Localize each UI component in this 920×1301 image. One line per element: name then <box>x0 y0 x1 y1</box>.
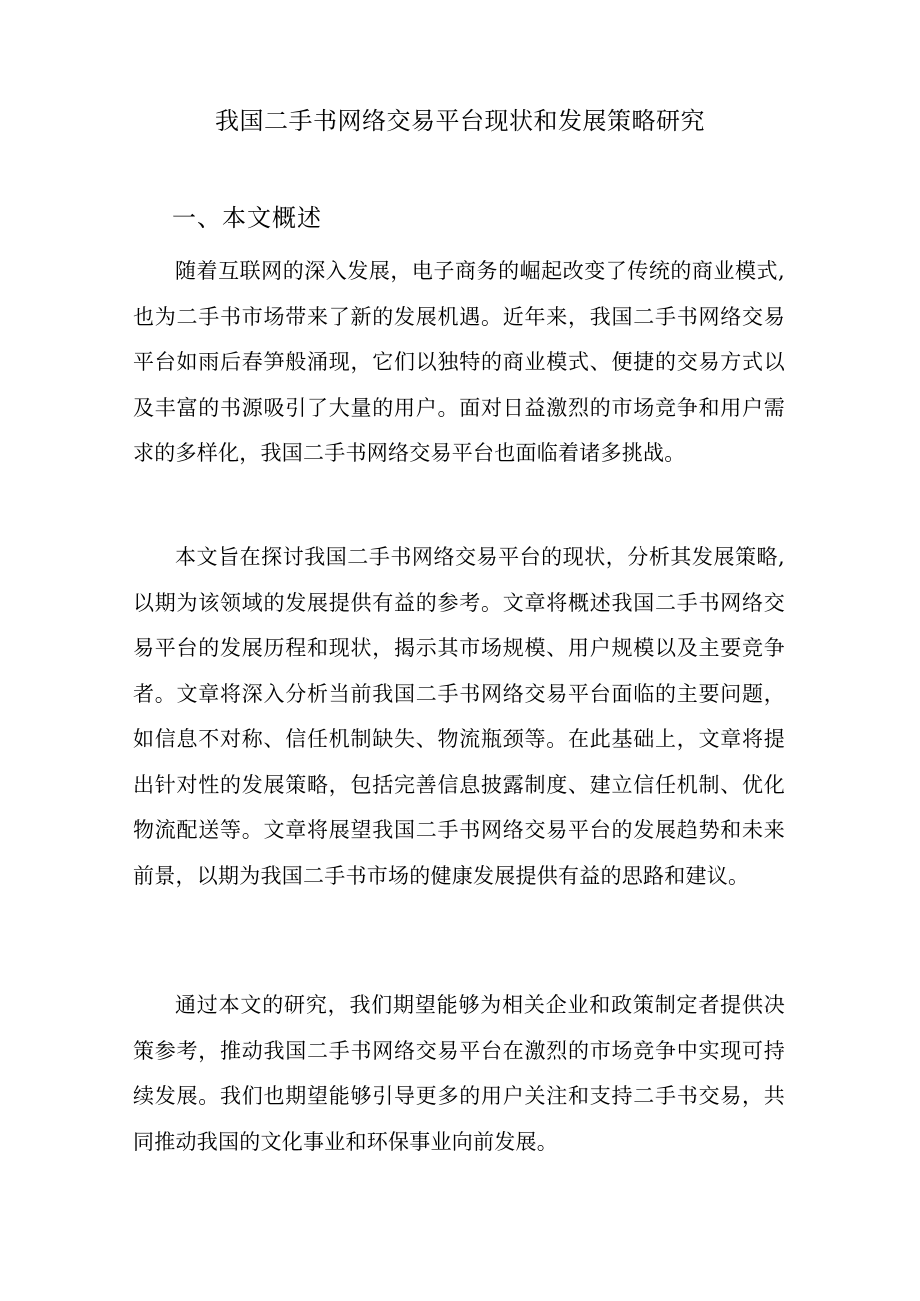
paragraph-3: 通过本文的研究，我们期望能够为相关企业和政策制定者提供决策参考，推动我国二手书网络交易平台在激烈的市场竞争中实现可持续发展。我们也期望能够引导更多的用户关注和支持二手书交易，共同推动我国的文化事业和环保事业向前发展。 <box>133 993 785 1154</box>
section-heading: 一、本文概述 <box>172 204 322 232</box>
paragraph-2: 本文旨在探讨我国二手书网络交易平台的现状，分析其发展策略,以期为该领域的发展提供有益的参考。文章将概述我国二手书网络交易平台的发展历程和现状，揭示其市场规模、用户规模以及主要竞争者。文章将深入分析当前我国二手书网络交易平台面临的主要问题，如信息不对称、信任机制缺失、物流瓶颈等。在此基础上，文章将提出针对性的发展策略，包括完善信息披露制度、建立信任机制、优化物流配送等。文章将展望我国二手书网络交易平台的发展趋势和未来前景，以期为我国二手书市场的健康发展提供有益的思路和建议。 <box>133 545 785 888</box>
document-title: 我国二手书网络交易平台现状和发展策略研究 <box>215 107 705 135</box>
paragraph-1: 随着互联网的深入发展，电子商务的崛起改变了传统的商业模式,也为二手书市场带来了新的发展机遇。近年来，我国二手书网络交易平台如雨后春笋般涌现，它们以独特的商业模式、便捷的交易方式以及丰富的书源吸引了大量的用户。面对日益激烈的市场竞争和用户需求的多样化，我国二手书网络交易平台也面临着诸多挑战。 <box>133 259 785 465</box>
